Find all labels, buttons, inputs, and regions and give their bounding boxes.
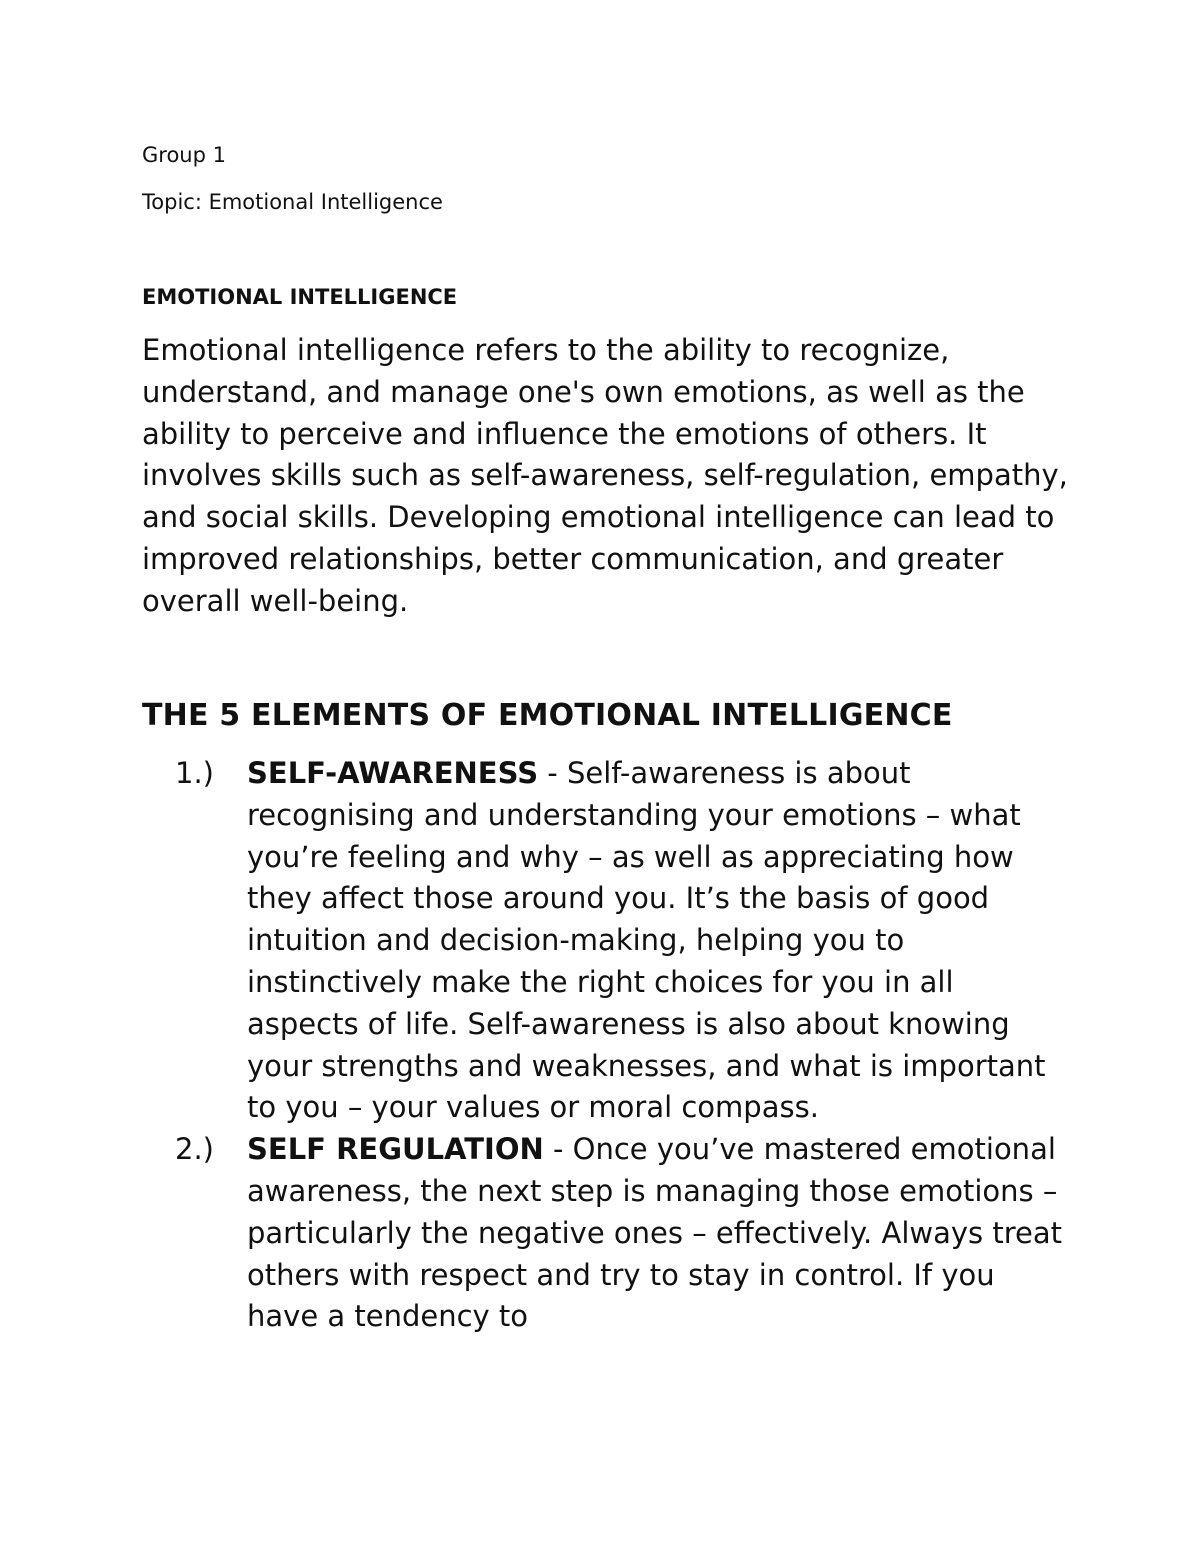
list-item xyxy=(0,753,1200,1129)
list-item-body xyxy=(247,1129,1067,1338)
section-heading: EMOTIONAL INTELLIGENCE xyxy=(142,285,458,309)
group-label: Group 1 xyxy=(142,143,226,167)
elements-title: THE 5 ELEMENTS OF EMOTIONAL INTELLIGENCE xyxy=(142,698,953,733)
elements-list xyxy=(0,753,1200,1338)
definition-paragraph: Emotional intelligence refers to the ability to recognize, understand, and manage one's own emotions, as well as the ability to perceive and influence the emotions of others. It involves skills such as self-awareness, self-regulation, empathy, and social skills. Developing emotional intelligence can lead to improved relationships, better communication, and greater overall well-being. xyxy=(142,333,1068,618)
list-item-term: SELF-AWARENESS xyxy=(247,756,539,790)
list-item xyxy=(0,1129,1200,1338)
list-item-number: 2.) xyxy=(175,1132,214,1167)
list-item-body xyxy=(247,753,1067,1129)
list-item-number: 1.) xyxy=(175,756,214,790)
list-item-text: - Self-awareness is about recognising and understanding your emotions – what you’re feeling and why – as well as appreciating how they affect those around you. It’s the basis of good intuition and decision-making, helping you to instinctively make the right choices for you in all aspects of life. Self-awareness is also about knowing your strengths and weaknesses, and what is important to you – your values or moral compass. xyxy=(247,756,1046,1125)
list-item-term: SELF REGULATION xyxy=(247,1132,544,1167)
list-item-text: - Once you’ve mastered emotional awareness, the next step is managing those emotions – particularly the negative ones – effectively. Always treat others with respect and try to stay in control. If you have a tendency to xyxy=(247,1132,1062,1334)
topic-label: Topic: Emotional Intelligence xyxy=(142,190,443,214)
